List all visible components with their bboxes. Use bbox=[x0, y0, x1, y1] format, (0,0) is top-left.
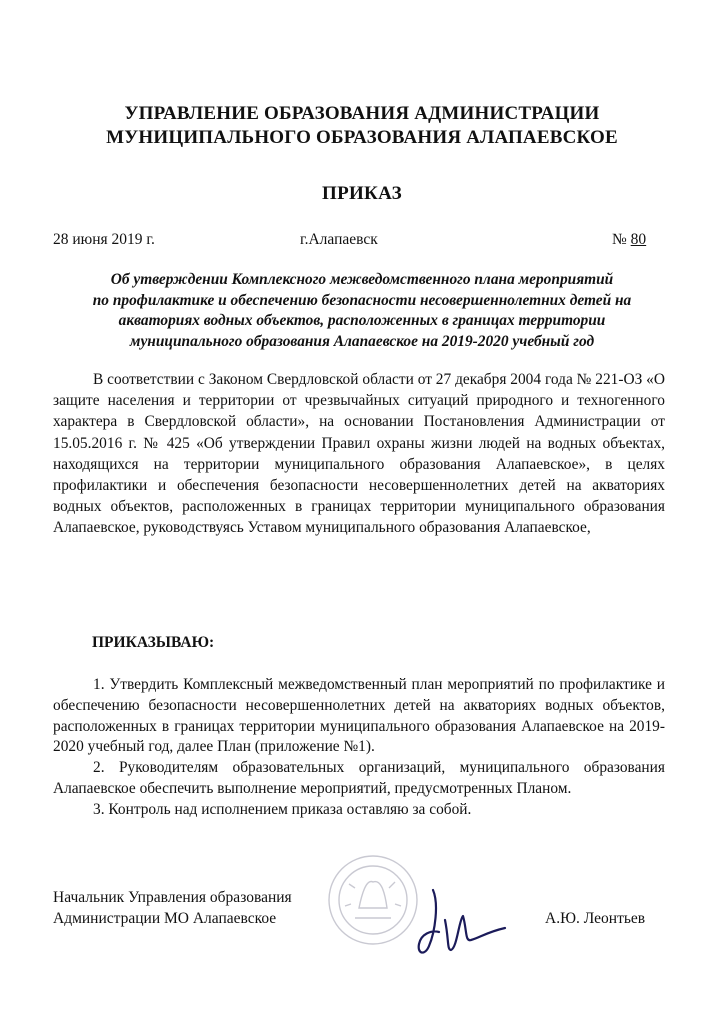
header-line-1: УПРАВЛЕНИЕ ОБРАЗОВАНИЯ АДМИНИСТРАЦИИ bbox=[124, 103, 600, 124]
signatory-position-line-2: Администрации МО Алапаевское bbox=[53, 910, 277, 927]
organization-header bbox=[0, 102, 724, 150]
subject-line-3: акваториях водных объектов, расположенных в границах территории bbox=[118, 312, 606, 329]
preamble-text: В соответствии с Законом Свердловской области от 27 декабря 2004 года № 221-ОЗ «О защите населения и территории от чрезвычайных ситуаций природного и техногенного характера в Свердловской области», на основании Постановления Администрации от 15.05.2016 г. № 425 «Об утверждении Правил охраны жизни людей на водных объектах, находящихся на территории муниципального образования Алапаевское», в целях профилактики и обеспечения безопасности несовершеннолетних детей на акваториях водных объектов, расположенных в границах территории муниципального образования Алапаевское, руководствуясь Уставом муниципального образования Алапаевское, bbox=[53, 371, 665, 537]
number-prefix: № bbox=[612, 231, 627, 248]
subject-line-1: Об утверждении Комплексного межведомственного плана мероприятий bbox=[110, 271, 614, 288]
document-place: г.Алапаевск bbox=[300, 231, 378, 248]
document-title: ПРИКАЗ bbox=[321, 183, 403, 204]
order-item-3: 3. Контроль над исполнением приказа оставляю за собой. bbox=[93, 800, 472, 818]
order-item-2: 2. Руководителям образовательных организаций, муниципального образования Алапаевское обеспечить выполнение мероприятий, предусмотренных Планом. bbox=[53, 759, 665, 797]
document-subject bbox=[60, 270, 664, 352]
number-value: 80 bbox=[630, 231, 647, 248]
order-items bbox=[53, 675, 665, 821]
header-line-2: МУНИЦИПАЛЬНОГО ОБРАЗОВАНИЯ АЛАПАЕВСКОЕ bbox=[106, 127, 618, 148]
subject-line-4: муниципального образования Алапаевское на 2019-2020 учебный год bbox=[129, 332, 595, 350]
order-word: ПРИКАЗЫВАЮ: bbox=[92, 634, 215, 651]
signatory-position bbox=[53, 887, 292, 929]
handwritten-signature bbox=[405, 880, 525, 970]
order-item-1: 1. Утвердить Комплексный межведомственный план мероприятий по профилактике и обеспечению безопасности несовершеннолетних детей на акваториях водных объектов, расположенных в границах территории муниципального образования Алапаевское на 2019-2020 учебный год, далее План (приложение №1). bbox=[53, 676, 665, 756]
document-date: 28 июня 2019 г. bbox=[53, 231, 155, 248]
document-number bbox=[612, 231, 646, 249]
preamble bbox=[53, 369, 665, 539]
signatory-name: А.Ю. Леонтьев bbox=[545, 910, 646, 927]
signatory-position-line-1: Начальник Управления образования bbox=[53, 889, 292, 906]
subject-line-2: по профилактике и обеспечению безопасности несовершеннолетних детей на bbox=[92, 291, 632, 309]
